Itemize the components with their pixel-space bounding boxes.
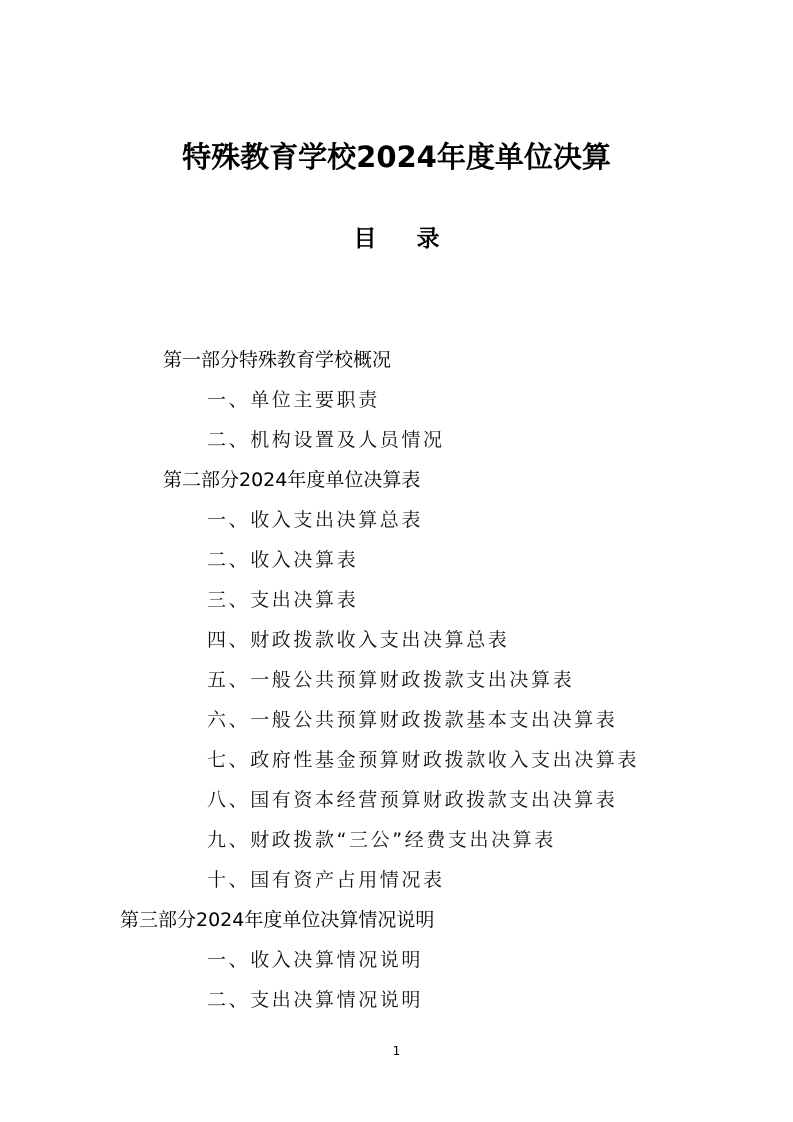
toc-item: 三、支出决算表 bbox=[207, 589, 359, 611]
toc-item: 九、财政拨款“三公”经费支出决算表 bbox=[207, 829, 556, 851]
toc-item: 一、单位主要职责 bbox=[207, 389, 380, 411]
toc-item: 一、收入支出决算总表 bbox=[207, 509, 424, 531]
toc-item: 一、收入决算情况说明 bbox=[207, 949, 424, 971]
toc-item: 八、国有资本经营预算财政拨款支出决算表 bbox=[207, 789, 618, 811]
toc-item: 十、国有资产占用情况表 bbox=[207, 869, 445, 891]
toc-item: 四、财政拨款收入支出决算总表 bbox=[207, 629, 510, 651]
toc-item: 二、支出决算情况说明 bbox=[207, 989, 424, 1011]
toc-part-1: 第一部分特殊教育学校概况 bbox=[163, 349, 392, 371]
toc-item: 六、一般公共预算财政拨款基本支出决算表 bbox=[207, 709, 618, 731]
document-title: 特殊教育学校2024年度单位决算 bbox=[182, 140, 611, 174]
toc-item: 五、一般公共预算财政拨款支出决算表 bbox=[207, 669, 575, 691]
toc-item: 二、机构设置及人员情况 bbox=[207, 429, 445, 451]
toc-part-3: 第三部分2024年度单位决算情况说明 bbox=[120, 909, 435, 931]
toc-item: 二、收入决算表 bbox=[207, 549, 359, 571]
toc-heading: 目录 bbox=[353, 226, 480, 252]
toc-part-2: 第二部分2024年度单位决算表 bbox=[163, 469, 421, 491]
toc-item: 七、政府性基金预算财政拨款收入支出决算表 bbox=[207, 749, 640, 771]
page-number: 1 bbox=[392, 1044, 401, 1058]
